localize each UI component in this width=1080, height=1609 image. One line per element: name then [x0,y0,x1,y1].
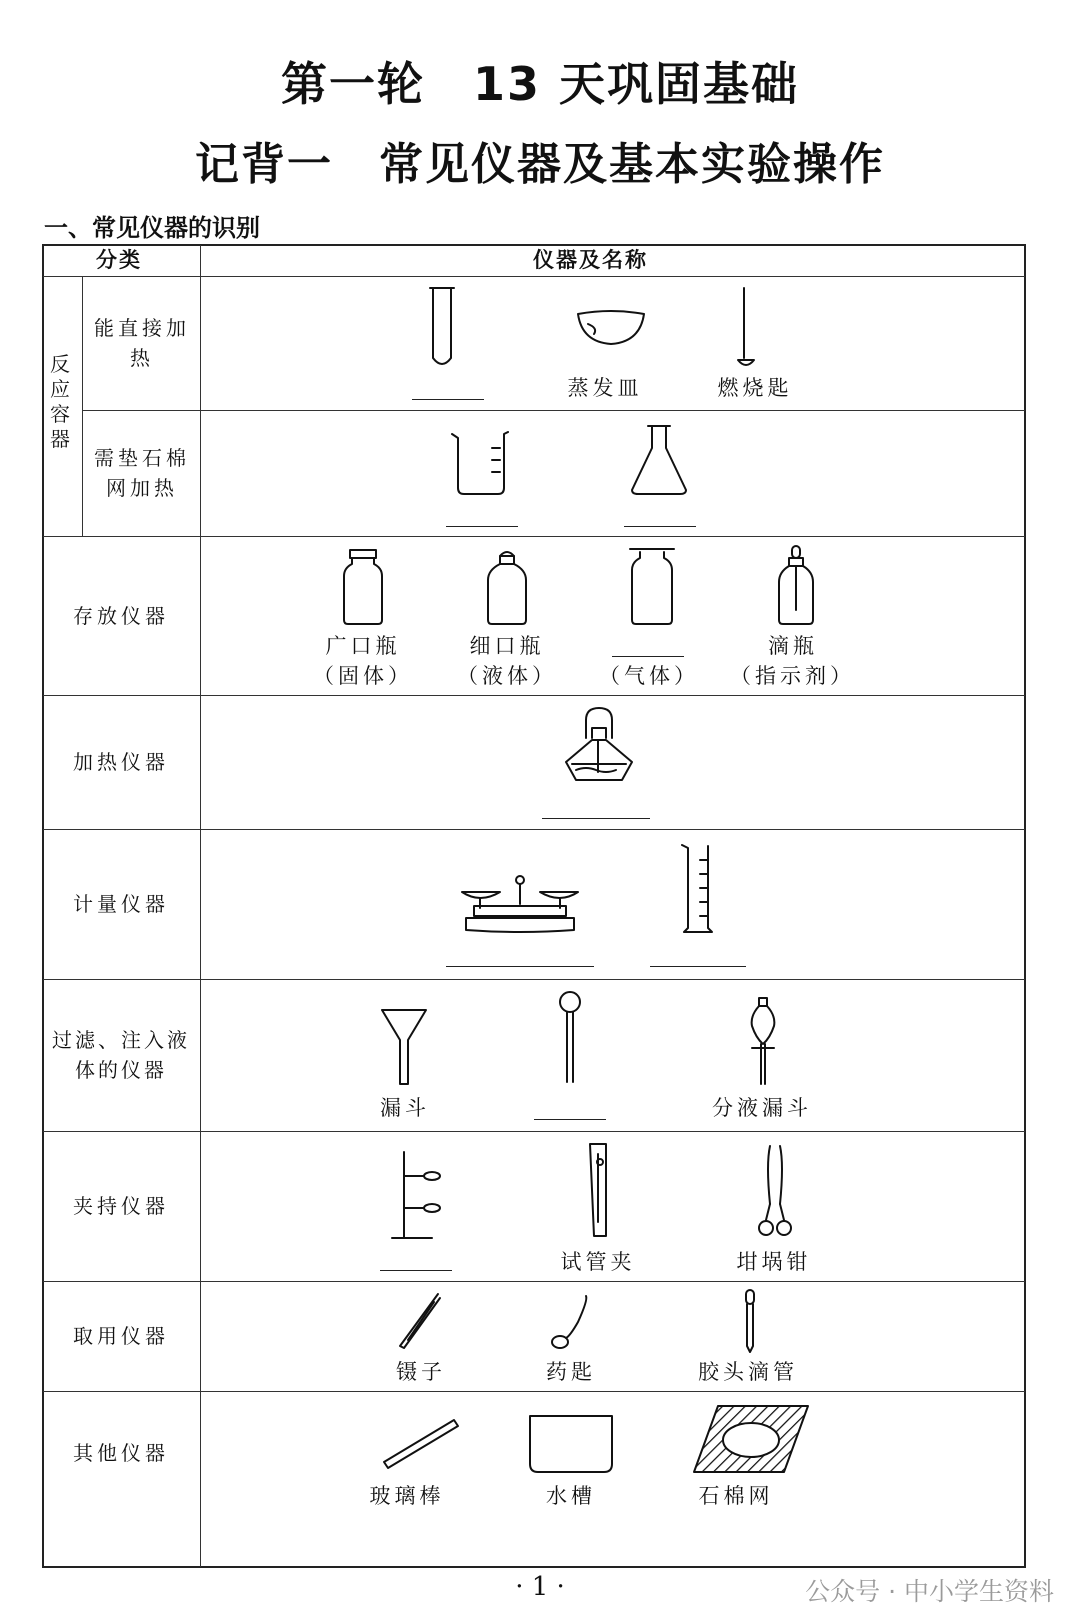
asbestos-net-icon [690,1404,812,1474]
answer-blank [412,399,484,400]
answer-blank [624,526,696,527]
row-divider [43,979,1025,980]
test-tube-icon [430,286,454,370]
answer-blank [446,966,594,967]
label-narrow-mouth-bottle: 细口瓶 [469,634,545,658]
combustion-spoon-icon [734,286,758,370]
conical-flask-icon [628,422,690,496]
label-wide-mouth-bottle: 广口瓶 [325,634,401,658]
label-asbestos-net: 石棉网 [698,1484,774,1508]
label-dropper: 胶头滴管 [698,1360,798,1384]
note-narrow-mouth-bottle: （液体） [457,664,557,688]
iron-stand-icon [390,1150,450,1244]
answer-blank [650,966,746,967]
category-direct-heat: 能直接加热 [94,316,190,370]
row-divider [43,695,1025,696]
header-instruments: 仪器及名称 [533,248,648,272]
wide-mouth-bottle-icon [340,548,386,626]
row-divider [43,829,1025,830]
page-subtitle: 记背一 常见仪器及基本实验操作 [195,139,885,190]
group-reaction-vessels: 反应容器 [50,352,74,451]
category-filter: 过滤、注入液体的仪器 [52,1028,190,1082]
header-divider [43,276,1025,277]
page-title: 第一轮 13 天巩固基础 [280,57,800,111]
section-heading: 一、常见仪器的识别 [44,214,260,242]
note-wide-mouth-bottle: （固体） [313,664,413,688]
answer-blank [612,656,684,657]
separatory-funnel-icon [748,996,778,1086]
label-spatula: 药匙 [546,1360,596,1384]
narrow-mouth-bottle-icon [484,546,530,626]
header-category: 分类 [96,248,142,272]
row-divider [43,1281,1025,1282]
beaker-icon [448,430,512,496]
row-divider [43,536,1025,537]
category-measuring: 计量仪器 [73,892,169,916]
category-net-heat: 需垫石棉网加热 [94,446,190,500]
label-water-trough: 水槽 [546,1484,596,1508]
label-crucible-tongs: 坩埚钳 [736,1250,812,1274]
crucible-tongs-icon [758,1144,792,1240]
funnel-icon [380,1006,428,1086]
row-divider [43,1391,1025,1392]
balance-icon [458,874,582,938]
note-dropper-bottle: （指示剂） [730,664,855,688]
label-glass-rod: 玻璃棒 [369,1484,445,1508]
gas-bottle-icon [628,546,676,626]
glass-rod-icon [380,1414,462,1470]
note-gas-bottle: （气体） [599,664,699,688]
spatula-icon [548,1292,592,1352]
label-combustion-spoon: 燃烧匙 [717,376,793,400]
tweezers-icon [396,1292,442,1352]
label-separatory-funnel: 分液漏斗 [712,1096,812,1120]
category-storage: 存放仪器 [73,604,169,628]
row-divider [82,410,1025,411]
category-taking: 取用仪器 [73,1324,169,1348]
test-tube-holder-icon [584,1140,612,1240]
long-neck-funnel-icon [556,990,584,1086]
graduated-cylinder-icon [680,842,716,936]
label-funnel: 漏斗 [380,1096,430,1120]
alcohol-lamp-icon [562,706,636,782]
page-number: · 1 · [515,1572,565,1602]
answer-blank [534,1119,606,1120]
dropper-icon [740,1288,760,1354]
label-dropper-bottle: 滴瓶 [768,634,818,658]
answer-blank [380,1270,452,1271]
answer-blank [542,818,650,819]
water-trough-icon [528,1414,614,1474]
evaporating-dish-icon [574,306,648,346]
category-heating: 加热仪器 [73,750,169,774]
column-divider [200,245,201,1567]
answer-blank [446,526,518,527]
category-other: 其他仪器 [73,1441,169,1465]
dropper-bottle-icon [776,544,816,626]
group-divider [82,277,83,536]
label-evaporating-dish: 蒸发皿 [567,376,643,400]
watermark: 公众号 · 中小学生资料 [805,1577,1054,1606]
label-test-tube-holder: 试管夹 [560,1250,636,1274]
category-holding: 夹持仪器 [73,1194,169,1218]
row-divider [43,1131,1025,1132]
label-tweezers: 镊子 [396,1360,446,1384]
